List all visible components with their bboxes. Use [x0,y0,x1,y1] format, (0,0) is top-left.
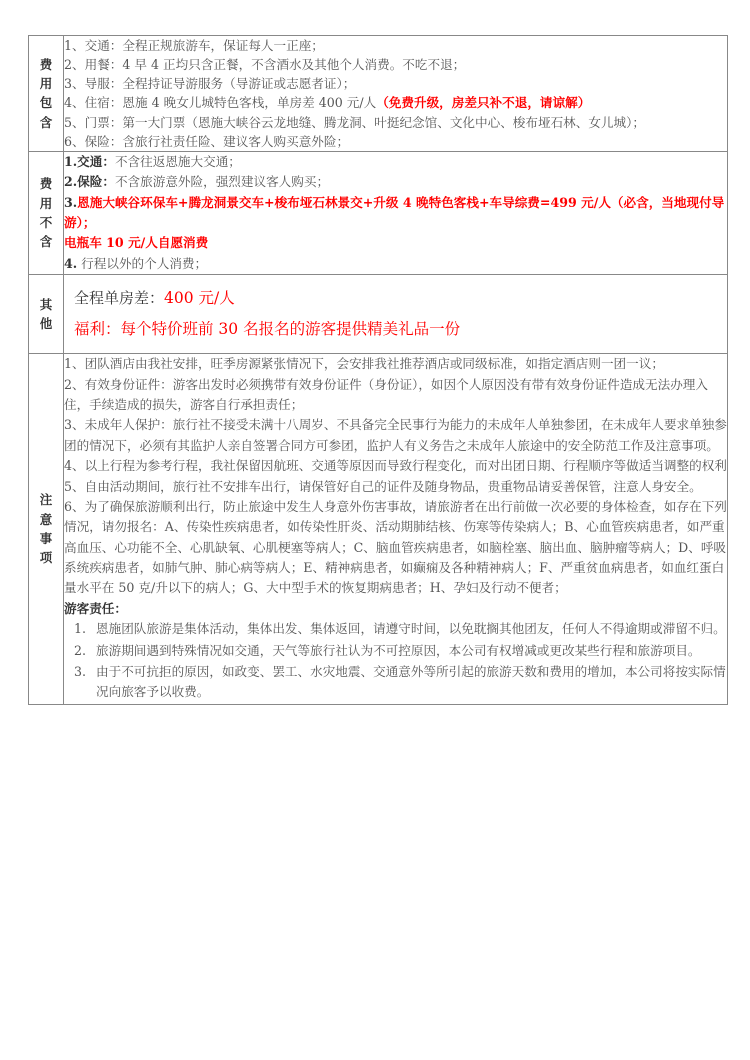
promotion-text: 福利：每个特价班前 30 名报名的游客提供精美礼品一份 [74,320,461,339]
responsibility-item: 1. 恩施团队旅游是集体活动，集体出发、集体返回，请遵守时间，以免耽搁其他团友，任何人不得逾期或滞留不归。 [90,619,727,639]
responsibility-list [64,619,727,703]
list-item-number: 4. [64,255,78,271]
responsibility-item: 3. 由于不可抗拒的原因，如政变、罢工、水灾地震、交通意外等所引起的旅游天数和费用的增加，本公司将按实际情况向旅客予以收费。 [90,662,727,703]
single-room-supplement-line [74,283,719,314]
label-char: 事 [39,531,53,546]
list-item [64,172,727,192]
row-content-fee-excluded [64,151,728,274]
list-item: 1、交通：全程正规旅游车，保证每人一正座； [64,38,324,53]
list-item-number: 2. [64,174,78,190]
label-char: 包 [39,95,53,111]
label-char: 意 [39,511,53,527]
single-room-supplement-label: 全程单房差： [74,289,165,308]
note-item: 5、自由活动期间，旅行社不安排车出行，请保管好自己的证件及随身物品，贵重物品请妥善保管，注意人身安全。 [64,478,702,494]
list-item-text: 恩施大峡谷环保车+腾龙洞景交车+梭布垭石林景交+升级 4 晚特色客栈+车导综费=499 元/人（必含，当地现付导游）； [64,194,725,231]
note-item: 3、未成年人保护：旅行社不接受未满十八周岁、不具备完全民事行为能力的未成年人单独参团，在未成年人要求单独参团的情况下，必须有其监护人亲自签署合同方可参团，监护人有义务告之未成年人旅途中的安全防范工作及注意事项。 [64,417,727,453]
note-item: 6、为了确保旅游顺利出行，防止旅途中发生人身意外伤害事故，请旅游者在出行前做一次必要的身体检查，如存在下列情况，请勿报名：A、传染性疾病患者，如传染性肝炎、活动期肺结核、伤寒等传染病人；B、心血管疾病患者，如严重高血压、心功能不全、心肌缺氧、心肌梗塞等病人；C、脑血管疾病患者，如脑栓塞、脑出血、脑肿瘤等病人；D、呼吸系统疾病患者，如肺气肿、肺心病等病人；E、精神病患者，如癫痫及各种精神病人；F、严重贫血病患者，如血红蛋白量水平在 50 克/升以下的病人；G、大中型手术的恢复期病患者；H、孕妇及行动不便者； [64,498,727,596]
list-item: 2、用餐：4 早 4 正均只含正餐，不含酒水及其他个人消费。不吃不退； [64,57,466,73]
label-char: 含 [39,234,53,250]
note-item: 1、团队酒店由我社安排，旺季房源紧张情况下，会安排我社推荐酒店或同级标准，如指定酒店则一团一议； [64,356,664,372]
row-label-other [29,275,64,354]
list-item-text: 不含往返恩施大交通； [114,153,241,169]
table-row-fee-included [29,36,728,152]
list-item [64,193,727,234]
list-item: 5、门票：第一大门票（恩施大峡谷云龙地缝、腾龙洞、叶挺纪念馆、文化中心、梭布垭石林、女儿城）； [64,114,646,130]
label-char: 用 [39,76,53,92]
list-item-text: 行程以外的个人消费； [81,255,208,271]
list-item-number: 3. [64,194,78,210]
label-char: 项 [39,550,53,566]
list-item [64,254,727,274]
label-char: 费 [39,56,53,72]
note-item: 4、以上行程为参考行程，我社保留因航班、交通等原因而导致行程变化，而对出团日期、行程顺序等做适当调整的权利 [64,458,727,474]
list-item-text: 不含旅游意外险，强烈建议客人购买； [114,174,330,190]
label-char: 其 [39,296,53,312]
list-item-head: 保险： [77,174,115,190]
row-label-fee-excluded [29,151,64,274]
list-item-number: 1. [64,153,78,169]
single-room-supplement-value: 400 元/人 [164,289,235,308]
row-content-other [64,275,728,354]
promotion-line [74,314,719,345]
responsibility-item: 2. 旅游期间遇到特殊情况如交通，天气等旅行社认为不可控原因，本公司有权增减或更改某些行程和旅游项目。 [90,641,727,661]
row-label-notes [29,354,64,705]
note-item: 2、有效身份证件：游客出发时必须携带有效身份证件（身份证），如因个人原因没有带有效身份证件造成无法办理入住，手续造成的损失，游客自行承担责任； [64,376,708,412]
list-item: 6、保险：含旅行社责任险、建议客人购买意外险； [64,133,350,149]
list-item [64,233,727,253]
list-item-text: 电瓶车 10 元/人自愿消费 [64,235,209,251]
table-row-fee-excluded [29,151,728,274]
terms-table [28,35,728,705]
list-item: 3、导服：全程持证导游服务（导游证或志愿者证）； [64,76,356,92]
row-content-notes [64,354,728,705]
row-content-fee-included [64,36,728,152]
responsibility-heading: 游客责任： [64,600,127,616]
list-item-head: 交通： [77,153,115,169]
label-char: 用 [39,195,53,211]
label-char: 费 [39,176,53,192]
label-char: 含 [39,114,53,130]
label-char: 不 [39,215,53,231]
row-label-fee-included [29,36,64,152]
list-item-text: 4、住宿：恩施 4 晚女儿城特色客栈，单房差 400 元/人 [64,95,377,111]
list-item-highlight: （免费升级，房差只补不退，请谅解） [376,95,591,111]
list-item [64,93,727,112]
label-char: 他 [39,316,53,332]
list-item [64,152,727,172]
table-row-notes [29,354,728,705]
label-char: 注 [39,492,53,508]
table-row-other [29,275,728,354]
